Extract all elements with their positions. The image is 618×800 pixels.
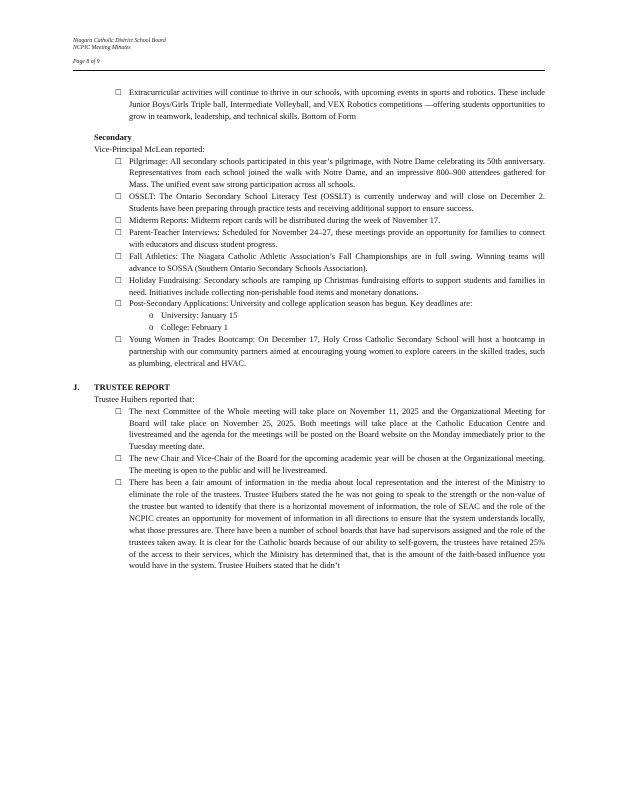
trustee-reporter: Trustee Huibers reported that: [94,394,195,404]
list-item [115,477,545,572]
secondary-item-interviews: Parent-Teacher Interviews: Scheduled for November 24–27, these meetings provide an opportunity for families to connect with educators and discuss student progress. [129,227,545,249]
checkbox-bullet-icon: ☐ [115,216,122,226]
list-item [115,215,545,227]
checkbox-bullet-icon: ☐ [115,88,122,97]
trustee-item-representation: There has been a fair amount of information in the media about local representation and the interest of the Ministry to eliminate the role of the trustees. Trustee Huibers stated the he was not going to speak to the strength or the non-value of the trustee but wanted to identify that there is a horizontal movement of information, the role of SEAC and the role of the NCPIC creates an opportunity for movement of information in all directions to ensure that the system understands locally, what those pressures are. There have been a number of school boards that have had supervisors assigned and the role of the trustees taken away. It is clear for the Catholic boards because of our ability to self-govern, the trustees have retained 25% of the access to their services, which the Ministry has determined that, that is the amount of the faith-based influence you would have in the system. Trustee Huibers stated that he didn’t [129,478,545,571]
list-item [115,453,545,477]
list-item [115,156,545,192]
list-item [115,298,545,310]
checkbox-bullet-icon: ☐ [115,406,122,416]
checkbox-bullet-icon: ☐ [115,192,122,202]
section-number: J. [73,382,80,392]
section-title: TRUSTEE REPORT [94,382,170,392]
deadline-college: College: February 1 [161,323,228,333]
checkbox-bullet-icon: ☐ [115,454,122,464]
page-header [73,38,166,67]
checkbox-bullet-icon: ☐ [115,478,122,488]
secondary-item-athletics: Fall Athletics: The Niagara Catholic Athletic Association’s Fall Championships are in full swing. Winning teams will advance to SOSSA (Southern Ontario Secondary Schools Association). [129,251,545,273]
list-item [149,310,545,322]
checkbox-bullet-icon: ☐ [115,227,122,237]
checkbox-bullet-icon: ☐ [115,275,122,285]
list-item [115,275,545,299]
secondary-item-bootcamp: Young Women in Trades Bootcamp: On December 17, Holy Cross Catholic Secondary School will host a bootcamp in partnership with our community partners aimed at encouraging young women to explore careers in the skilled trades, such as plumbing, electrical and HVAC. [129,335,545,368]
list-item [115,251,545,275]
list-item [149,322,545,334]
secondary-reporter: Vice-Principal McLean reported: [94,144,205,154]
trustee-item-chair: The new Chair and Vice-Chair of the Board for the upcoming academic year will be chosen at the Organizational meeting. The meeting is open to the public and will be livestreamed. [129,454,545,476]
header-rule [73,70,545,71]
checkbox-bullet-icon: ☐ [115,299,122,309]
checkbox-bullet-icon: ☐ [115,251,122,261]
list-item [115,191,545,215]
circle-bullet-icon: o [149,310,154,321]
list-item [115,87,545,123]
secondary-item-osslt: OSSLT: The Ontario Secondary School Literacy Test (OSSLT) is currently underway and will close on December 2. Students have been preparing through practice tests and receiving additional support to ensure success. [129,192,545,214]
trustee-report-heading [73,382,545,394]
trustee-item-meetings: The next Committee of the Whole meeting will take place on November 11, 2025 and the Organizational Meeting for Board will take place on November 25, 2025. Both meetings will take place at the Catholic Education Centre and livestreamed and the agenda for the meetings will be posted on the Board website on the Monday immediately prior to the Tuesday meeting date. [129,406,545,452]
secondary-item-pilgrimage: Pilgrimage: All secondary schools participated in this year’s pilgrimage, with Notre Dame celebrating its 50th anniversary. Representatives from each school joined the walk with Notre Dame, and an impressive 800–900 attendees gathered for Mass. The unified event saw strong participation across all schools. [129,156,545,190]
list-item [115,334,545,370]
extracurricular-text: Extracurricular activities will continue to thrive in our schools, with upcoming events in sports and robotics. These include Junior Boys/Girls Triple ball, Intermediate Volleyball, and VEX Robotics competitions —offering students opportunities to grow in teamwork, leadership, and technical skills. Bottom of Form [129,88,545,121]
checkbox-bullet-icon: ☐ [115,156,122,166]
list-item [115,227,545,251]
secondary-item-post-secondary: Post-Secondary Applications: University and college application season has begun. Key deadlines are: [129,299,473,309]
circle-bullet-icon: o [149,322,154,333]
minutes-body [73,87,545,572]
deadline-university: University: January 15 [161,311,238,321]
secondary-heading: Secondary [94,132,132,142]
secondary-item-midterm: Midterm Reports: Midterm report cards will be distributed during the week of November 17. [129,216,441,226]
header-board-name: Niagara Catholic District School Board [73,38,166,44]
header-page-number: Page 8 of 9 [73,59,100,66]
checkbox-bullet-icon: ☐ [115,335,122,345]
header-meeting-title: NCPIC Meeting Minutes [73,45,131,52]
secondary-item-fundraising: Holiday Fundraising: Secondary schools are ramping up Christmas fundraising efforts to support students and families in need. Initiatives include collecting non-perishable food items and monetary donations. [129,275,545,297]
list-item [115,406,545,454]
